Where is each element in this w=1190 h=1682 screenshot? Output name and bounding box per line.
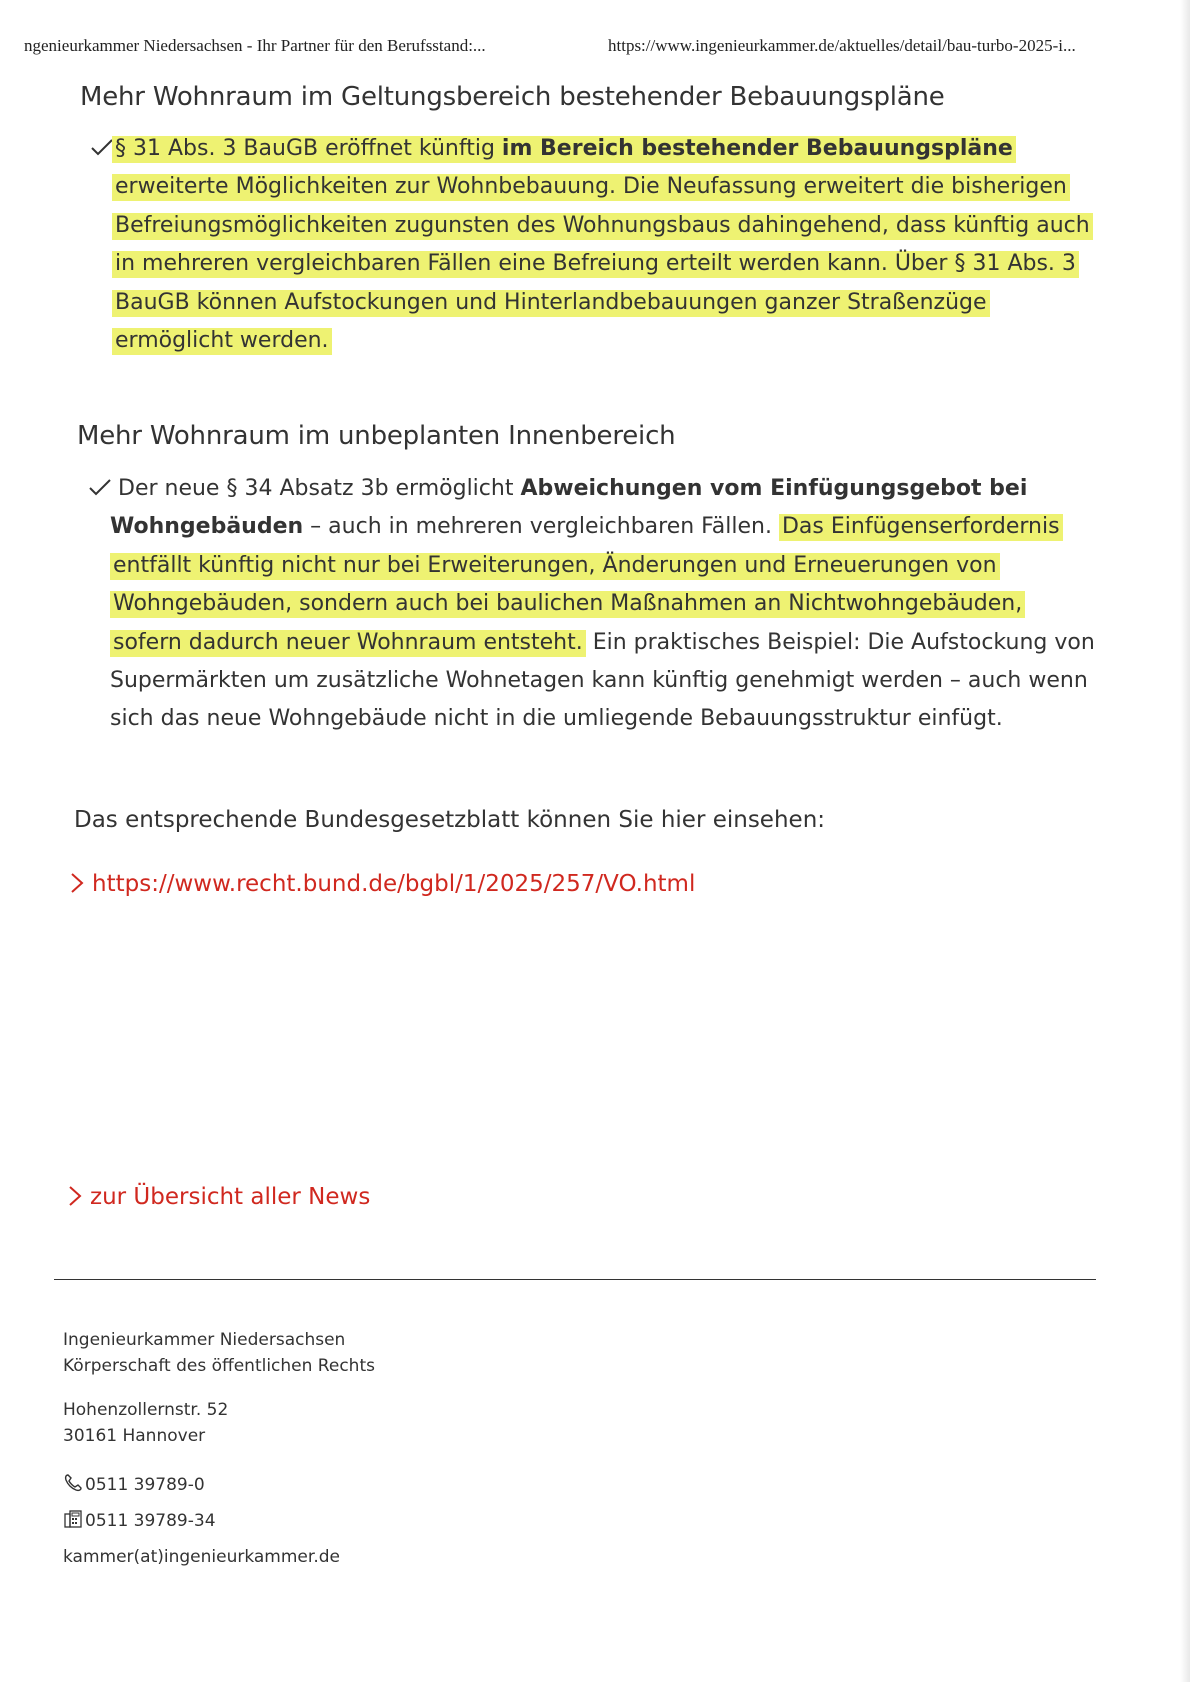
print-header-url: https://www.ingenieurkammer.de/aktuelles/detail/bau-turbo-2025-i... bbox=[608, 36, 1076, 55]
bullet1-part1: § 31 Abs. 3 BauGB eröffnet künftig bbox=[115, 136, 502, 161]
gazette-link-label: https://www.recht.bund.de/bgbl/1/2025/257/VO.html bbox=[92, 871, 696, 897]
footer-fax-number: 0511 39789-34 bbox=[85, 1511, 216, 1531]
chevron-right-icon bbox=[70, 872, 84, 894]
section-heading-innenbereich: Mehr Wohnraum im unbeplanten Innenbereich bbox=[77, 421, 676, 451]
footer-org-name: Ingenieurkammer Niedersachsen bbox=[63, 1330, 346, 1350]
news-overview-label: zur Übersicht aller News bbox=[90, 1184, 371, 1210]
bullet2-part2: – auch in mehreren vergleichbaren Fällen. bbox=[303, 514, 779, 540]
scan-edge bbox=[1180, 0, 1190, 1682]
bullet-text-section2 bbox=[110, 470, 1095, 739]
bullet2-bold: Abweichungen vom Einfügungsgebot bei Wohngebäuden bbox=[110, 476, 1028, 540]
phone-icon bbox=[63, 1473, 83, 1493]
gazette-intro: Das entsprechende Bundesgesetzblatt können Sie hier einsehen: bbox=[74, 807, 826, 833]
footer-phone-number: 0511 39789-0 bbox=[85, 1475, 205, 1495]
footer-city: 30161 Hannover bbox=[63, 1426, 206, 1446]
bullet2-part1: Der neue § 34 Absatz 3b ermöglicht bbox=[118, 476, 521, 501]
check-icon bbox=[88, 476, 112, 500]
bullet2-part3: Ein praktisches Beispiel: Die Aufstockung von Supermärkten um zusätzliche Wohnetagen kann künftig genehmigt werden – auch wenn sich das neue Wohngebäude nicht in die umliegende Bebauungsstruktur einfügt. bbox=[110, 629, 1095, 732]
footer-street: Hohenzollernstr. 52 bbox=[63, 1400, 229, 1420]
bullet2-highlight: Das Einfügenserfordernis entfällt künftig nicht nur bei Erweiterungen, Änderungen und Erneuerungen von Wohngebäuden, sondern auch bei baulichen Maßnahmen an Nichtwohngebäuden, sofern dadurch neuer Wohnraum entsteht. bbox=[110, 514, 1063, 656]
bullet-text-section1 bbox=[112, 130, 1092, 360]
footer-email[interactable]: kammer(at)ingenieurkammer.de bbox=[63, 1547, 340, 1567]
footer-fax bbox=[63, 1508, 216, 1534]
highlight-section1 bbox=[112, 136, 1093, 355]
print-header-title: ngenieurkammer Niedersachsen - Ihr Partner für den Berufsstand:... bbox=[24, 36, 486, 55]
footer-org-type: Körperschaft des öffentlichen Rechts bbox=[63, 1356, 375, 1376]
news-overview-link[interactable] bbox=[68, 1184, 370, 1210]
section-heading-bebauungsplaene: Mehr Wohnraum im Geltungsbereich bestehender Bebauungspläne bbox=[80, 82, 945, 112]
footer-divider bbox=[54, 1279, 1096, 1280]
gazette-link[interactable] bbox=[70, 871, 695, 897]
chevron-right-icon bbox=[68, 1185, 82, 1207]
footer-org bbox=[63, 1327, 375, 1379]
fax-icon bbox=[63, 1509, 83, 1529]
check-icon bbox=[90, 136, 114, 160]
bullet1-bold: im Bereich bestehender Bebauungspläne bbox=[501, 136, 1013, 161]
footer-address bbox=[63, 1397, 228, 1449]
bullet1-part2: erweiterte Möglichkeiten zur Wohnbebauung. Die Neufassung erweitert die bisherigen Befreiungsmöglichkeiten zugunsten des Wohnungsbaus dahingehend, dass künftig auch in mehreren vergleichbaren Fällen eine Befreiung erteilt werden kann. Über § 31 Abs. 3 BauGB können Aufstockungen und Hinterlandbebauungen ganzer Straßenzüge ermöglicht werden. bbox=[115, 174, 1090, 354]
footer-phone[interactable] bbox=[63, 1472, 205, 1498]
